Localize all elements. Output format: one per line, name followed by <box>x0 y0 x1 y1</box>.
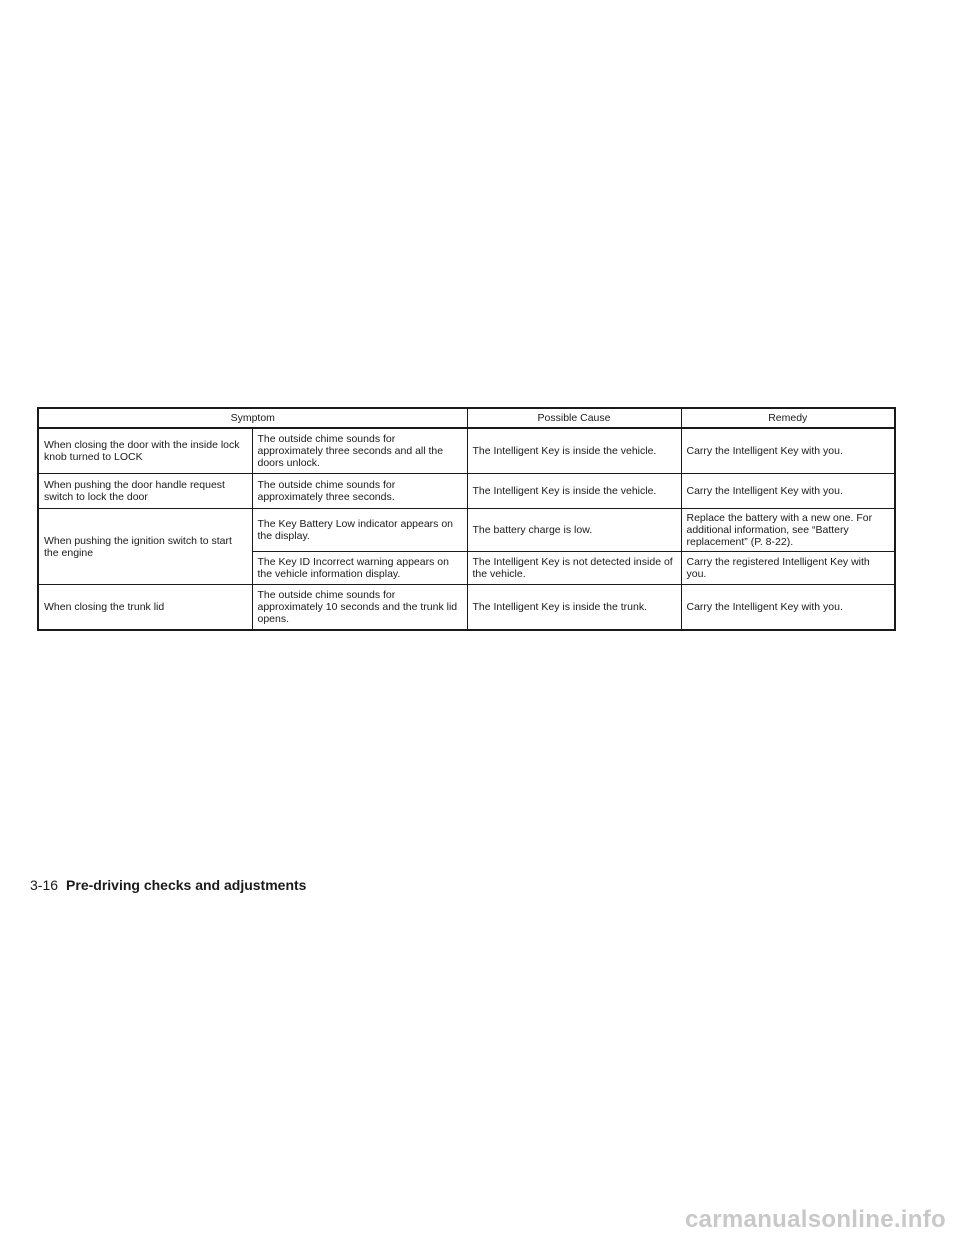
condition-cell: The Key ID Incorrect warning appears on the vehicle information display. <box>252 552 467 585</box>
symptom-cell: When pushing the door handle request switch to lock the door <box>38 474 252 509</box>
remedy-cell: Carry the Intelligent Key with you. <box>681 585 895 631</box>
cause-cell: The Intelligent Key is inside the vehicle. <box>467 428 681 474</box>
page-number: 3-16 <box>30 877 59 893</box>
cause-cell: The Intelligent Key is inside the vehicle. <box>467 474 681 509</box>
condition-cell: The outside chime sounds for approximately three seconds. <box>252 474 467 509</box>
remedy-cell: Carry the Intelligent Key with you. <box>681 474 895 509</box>
cause-cell: The Intelligent Key is not detected inside of the vehicle. <box>467 552 681 585</box>
remedy-cell: Carry the registered Intelligent Key with you. <box>681 552 895 585</box>
header-remedy: Remedy <box>681 408 895 428</box>
symptom-cell: When closing the trunk lid <box>38 585 252 631</box>
header-possible-cause: Possible Cause <box>467 408 681 428</box>
page-footer <box>30 876 306 894</box>
cause-cell: The battery charge is low. <box>467 509 681 552</box>
remedy-cell: Replace the battery with a new one. For additional information, see “Battery replacement” (P. 8-22). <box>681 509 895 552</box>
table-row <box>38 428 895 474</box>
remedy-cell: Carry the Intelligent Key with you. <box>681 428 895 474</box>
condition-cell: The Key Battery Low indicator appears on the display. <box>252 509 467 552</box>
header-symptom: Symptom <box>38 408 467 428</box>
symptom-cell: When closing the door with the inside lock knob turned to LOCK <box>38 428 252 474</box>
condition-cell: The outside chime sounds for approximately three seconds and all the doors unlock. <box>252 428 467 474</box>
section-title: Pre-driving checks and adjustments <box>66 877 307 893</box>
cause-cell: The Intelligent Key is inside the trunk. <box>467 585 681 631</box>
watermark: carmanualsonline.info <box>684 1206 946 1233</box>
table-row <box>38 585 895 631</box>
table-header-row <box>38 408 895 428</box>
table-row <box>38 474 895 509</box>
troubleshooting-table <box>37 407 896 631</box>
condition-cell: The outside chime sounds for approximately 10 seconds and the trunk lid opens. <box>252 585 467 631</box>
symptom-cell: When pushing the ignition switch to start the engine <box>38 509 252 585</box>
table-row <box>38 509 895 552</box>
